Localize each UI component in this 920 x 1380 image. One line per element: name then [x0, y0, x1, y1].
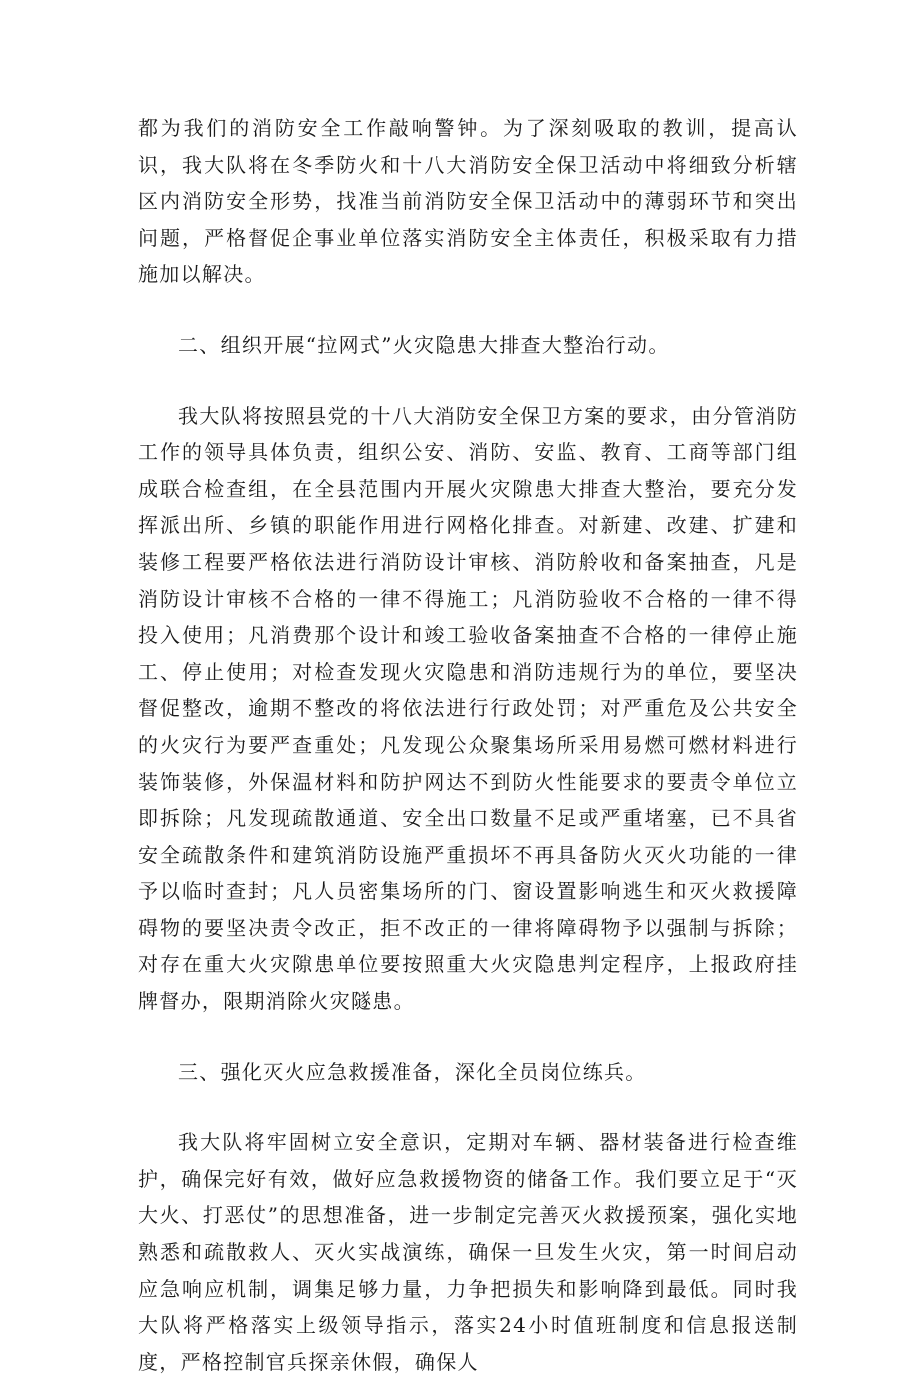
- section-heading: 三、强化灭火应急救援准备，深化全员岗位练兵。: [178, 1059, 647, 1084]
- section-heading: 二、组织开展“拉网式”火灾隐患大排查大整治行动。: [178, 332, 670, 357]
- body-paragraph: 我大队将牢固树立安全意识，定期对车辆、器材装备进行检查维护，确保完好有效，做好应急救援物资的储备工作。我们要立足于“灭大火、打恶仗”的思想准备，进一步制定完善灭火救援预案，强化实地熟悉和疏散救人、灭火实战演练，确保一旦发生火灾，第一时间启动应急响应机制，调集足够力量，力争把损失和影响降到最低。同时我大队将严格落实上级领导指示，落实24小时值班制度和信息报送制度，严格控制官兵探亲休假，确保人: [138, 1130, 798, 1374]
- body-paragraph: 都为我们的消防安全工作敲响警钟。为了深刻吸取的教训，提高认识，我大队将在冬季防火和十八大消防安全保卫活动中将细致分析辖区内消防安全形势，找准当前消防安全保卫活动中的薄弱环节和突出问题，严格督促企事业单位落实消防安全主体责任，积极采取有力措施加以解决。: [138, 116, 798, 287]
- body-paragraph: 我大队将按照县党的十八大消防安全保卫方案的要求，由分管消防工作的领导具体负责，组织公安、消防、安监、教育、工商等部门组成联合检查组，在全县范围内开展火灾隙患大排查大整治，要充分发挥派出所、乡镇的职能作用进行网格化排查。对新建、改建、扩建和装修工程要严格依法进行消防设计审核、消防舲收和备案抽查，凡是消防设计审核不合格的一律不得施工；凡消防验收不合格的一律不得投入使用；凡消费那个设计和竣工验收备案抽查不合格的一律停止施工、停止使用；对检查发现火灾隐患和消防违规行为的单位，要坚决督促整改，逾期不整改的将依法进行行政处罚；对严重危及公共安全的火灾行为要严查重处；凡发现公众聚集场所采用易燃可燃材料进行装饰装修，外保温材料和防护网达不到防火性能要求的要责令单位立即拆除；凡发现疏散通道、安全出口数量不足或严重堵塞，已不具省安全疏散条件和建筑消防设施严重损坏不再具备防火灭火功能的一律予以临时查封；凡人员密集场所的门、窗设置影响逃生和灭火救援障碍物的要坚决责令改正，拒不改正的一律将障碍物予以强制与拆除；对存在重大火灾隙患单位要按照重大火灾隐患判定程序，上报政府挂牌督办，限期消除火灾隧患。: [138, 403, 798, 1014]
- document-page: [138, 110, 798, 1380]
